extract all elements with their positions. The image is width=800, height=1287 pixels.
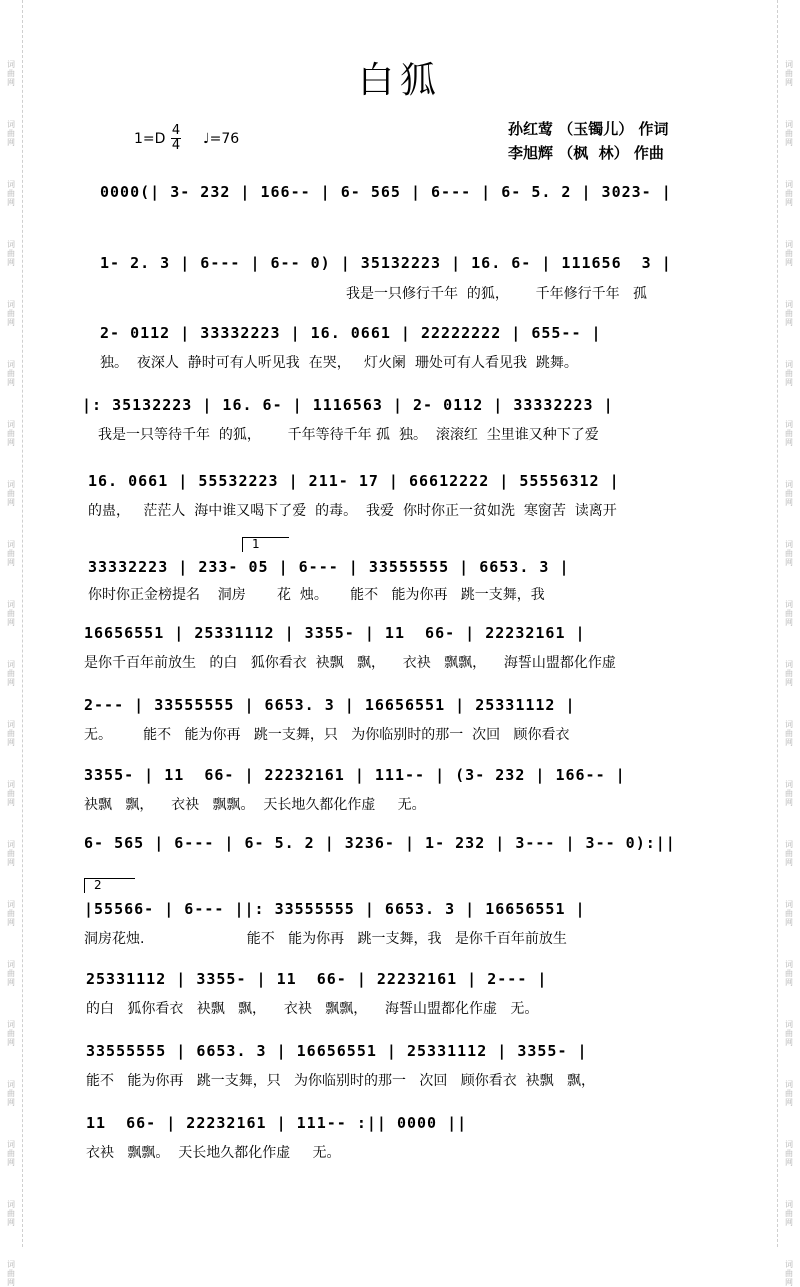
song-title: 白狐 xyxy=(357,60,442,101)
score-line-10-notes: 6- 565 | 6--- | 6- 5. 2 | 3236- | 1- 232 | 3--- | 3-- 0):|| xyxy=(84,834,676,852)
first-ending-label: 1 xyxy=(252,537,260,551)
margin-watermark-text: 词 曲 网 xyxy=(785,1020,793,1047)
first-ending-bracket xyxy=(242,537,289,552)
score-line-11-notes: |55566- | 6--- ||: 33555555 | 6653. 3 | 16656551 | xyxy=(84,900,586,918)
margin-watermark-text: 词 曲 网 xyxy=(785,840,793,867)
margin-watermark-text: 词 曲 网 xyxy=(785,1140,793,1167)
margin-watermark-text: 词 曲 网 xyxy=(7,720,15,747)
score-line-6-notes: 33332223 | 233- 05 | 6--- | 33555555 | 6653. 3 | xyxy=(88,558,570,576)
score-line-13-notes: 33555555 | 6653. 3 | 16656551 | 25331112 | 3355- | xyxy=(86,1042,588,1060)
time-signature xyxy=(171,124,181,153)
margin-watermark-text: 词 曲 网 xyxy=(7,300,15,327)
score-line-2-notes: 1- 2. 3 | 6--- | 6-- 0) | 35132223 | 16. 6- | 111656 3 | xyxy=(100,254,672,272)
tempo-marking: ♩=76 xyxy=(203,131,240,147)
margin-watermark-text: 词 曲 网 xyxy=(7,1260,15,1287)
margin-watermark-text: 词 曲 网 xyxy=(7,840,15,867)
margin-watermark-text: 词 曲 网 xyxy=(785,1080,793,1107)
composer-credit: 李旭辉 （枫 林） 作曲 xyxy=(508,144,664,162)
margin-watermark-text: 词 曲 网 xyxy=(7,120,15,147)
margin-watermark-text: 词 曲 网 xyxy=(785,360,793,387)
margin-watermark-text: 词 曲 网 xyxy=(785,300,793,327)
margin-watermark-text: 词 曲 网 xyxy=(7,900,15,927)
score-line-7-lyrics: 是你千百年前放生 的白 狐你看衣 袂飘 飘， 衣袂 飘飘， 海誓山盟都化作虚 xyxy=(84,655,616,671)
margin-watermark-text: 词 曲 网 xyxy=(785,420,793,447)
score-line-9-notes: 3355- | 11 66- | 22232161 | 111-- | (3- 232 | 166-- | xyxy=(84,766,626,784)
score-line-8-notes: 2--- | 33555555 | 6653. 3 | 16656551 | 25331112 | xyxy=(84,696,576,714)
score-line-1-notes: 0000(| 3- 232 | 166-- | 6- 565 | 6--- | 6- 5. 2 | 3023- | xyxy=(100,183,672,201)
left-margin-watermark xyxy=(0,0,23,1287)
score-line-4-lyrics: 我是一只等待千年 的狐， 千年等待千年 孤 独。 滚滚红 尘里谁又种下了爱 xyxy=(98,427,599,443)
score-line-7-notes: 16656551 | 25331112 | 3355- | 11 66- | 22232161 | xyxy=(84,624,586,642)
second-ending-label: 2 xyxy=(94,878,102,892)
right-margin-watermark xyxy=(777,0,800,1287)
score-line-9-lyrics: 袂飘 飘， 衣袂 飘飘。 天长地久都化作虚 无。 xyxy=(84,797,426,813)
score-line-11-lyrics: 洞房花烛. 能不 能为你再 跳一支舞，我 是你千百年前放生 xyxy=(84,931,567,947)
score-line-12-lyrics: 的白 狐你看衣 袂飘 飘， 衣袂 飘飘， 海誓山盟都化作虚 无。 xyxy=(86,1001,539,1017)
margin-watermark-text: 词 曲 网 xyxy=(7,360,15,387)
margin-watermark-text: 词 曲 网 xyxy=(785,180,793,207)
key-signature: 1=D xyxy=(134,131,166,147)
margin-watermark-text: 词 曲 网 xyxy=(785,120,793,147)
score-line-6-lyrics: 你时你正金榜提名 洞房 花 烛。 能不 能为你再 跳一支舞，我 xyxy=(88,587,545,603)
score-line-5-notes: 16. 0661 | 55532223 | 211- 17 | 66612222 | 55556312 | xyxy=(88,472,620,490)
margin-watermark-text: 词 曲 网 xyxy=(785,480,793,507)
margin-watermark-text: 词 曲 网 xyxy=(785,1260,793,1287)
margin-watermark-text: 词 曲 网 xyxy=(785,240,793,267)
margin-watermark-text: 词 曲 网 xyxy=(785,540,793,567)
margin-watermark-text: 词 曲 网 xyxy=(785,900,793,927)
margin-watermark-text: 词 曲 网 xyxy=(7,540,15,567)
margin-watermark-text: 词 曲 网 xyxy=(785,780,793,807)
margin-watermark-text: 词 曲 网 xyxy=(785,600,793,627)
margin-watermark-text: 词 曲 网 xyxy=(7,780,15,807)
margin-watermark-text: 词 曲 网 xyxy=(7,1080,15,1107)
score-line-12-notes: 25331112 | 3355- | 11 66- | 22232161 | 2--- | xyxy=(86,970,548,988)
margin-watermark-text: 词 曲 网 xyxy=(7,240,15,267)
score-line-2-lyrics: 我是一只修行千年 的狐， 千年修行千年 孤 xyxy=(346,286,647,302)
margin-watermark-text: 词 曲 网 xyxy=(785,60,793,87)
score-line-5-lyrics: 的蛊， 茫茫人 海中谁又喝下了爱 的毒。 我爱 你时你正一贫如洗 寒窗苦 读离开 xyxy=(88,503,617,519)
margin-watermark-text: 词 曲 网 xyxy=(785,720,793,747)
score-line-13-lyrics: 能不 能为你再 跳一支舞，只 为你临别时的那一 次回 顾你看衣 袂飘 飘， xyxy=(86,1073,596,1089)
score-line-3-notes: 2- 0112 | 33332223 | 16. 0661 | 22222222 | 655-- | xyxy=(100,324,602,342)
margin-watermark-text: 词 曲 网 xyxy=(7,480,15,507)
margin-watermark-text: 词 曲 网 xyxy=(785,960,793,987)
margin-watermark-text: 词 曲 网 xyxy=(7,1140,15,1167)
margin-watermark-text: 词 曲 网 xyxy=(7,600,15,627)
score-line-8-lyrics: 无。 能不 能为你再 跳一支舞，只 为你临别时的那一 次回 顾你看衣 xyxy=(84,727,570,743)
margin-watermark-text: 词 曲 网 xyxy=(7,180,15,207)
margin-watermark-text: 词 曲 网 xyxy=(7,660,15,687)
time-bottom: 4 xyxy=(171,138,181,153)
second-ending-bracket xyxy=(84,878,135,893)
lyricist-credit: 孙红莺 （玉镯儿） 作词 xyxy=(508,120,669,138)
score-line-14-notes: 11 66- | 22232161 | 111-- :|| 0000 || xyxy=(86,1114,468,1132)
margin-watermark-text: 词 曲 网 xyxy=(785,1200,793,1227)
margin-watermark-text: 词 曲 网 xyxy=(785,660,793,687)
margin-watermark-text: 词 曲 网 xyxy=(7,1200,15,1227)
score-line-3-lyrics: 独。 夜深人 静时可有人听见我 在哭， 灯火阑 珊处可有人看见我 跳舞。 xyxy=(100,355,578,371)
time-top: 4 xyxy=(171,123,181,138)
score-line-14-lyrics: 衣袂 飘飘。 天长地久都化作虚 无。 xyxy=(86,1145,341,1161)
margin-watermark-text: 词 曲 网 xyxy=(7,960,15,987)
margin-watermark-text: 词 曲 网 xyxy=(7,60,15,87)
score-line-4-notes: |: 35132223 | 16. 6- | 1116563 | 2- 0112 | 33332223 | xyxy=(82,396,614,414)
margin-watermark-text: 词 曲 网 xyxy=(7,1020,15,1047)
margin-watermark-text: 词 曲 网 xyxy=(7,420,15,447)
